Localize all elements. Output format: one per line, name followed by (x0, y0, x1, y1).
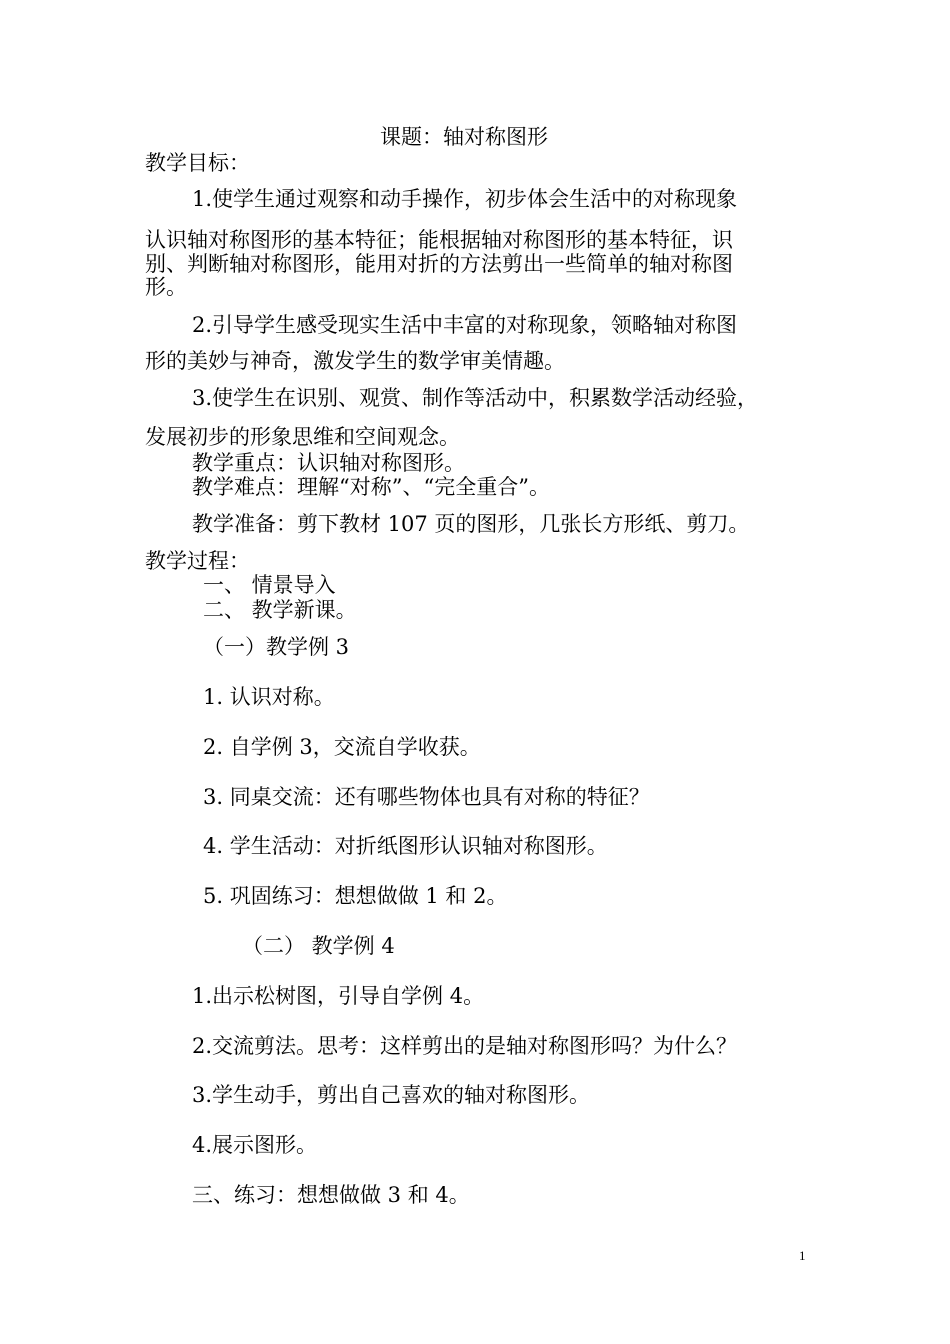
part-1-item: 2. 自学例 3，交流自学收获。 (203, 735, 481, 759)
part-2-item: 3.学生动手，剪出自己喜欢的轴对称图形。 (192, 1083, 591, 1107)
part-2-item: 2.交流剪法。思考：这样剪出的是轴对称图形吗？为什么？ (192, 1034, 738, 1058)
objective-1-line-3: 别、判断轴对称图形，能用对折的方法剪出一些简单的轴对称图 (145, 252, 733, 276)
objective-1-line-1: 1.使学生通过观察和动手操作，初步体会生活中的对称现象 (192, 187, 738, 211)
objective-2-line-2: 形的美妙与神奇，激发学生的数学审美情趣。 (145, 349, 565, 373)
preparation: 教学准备：剪下教材 107 页的图形，几张长方形纸、剪刀。 (192, 512, 750, 536)
section-3: 三、练习：想想做做 3 和 4。 (192, 1183, 470, 1207)
section-2: 二、 教学新课。 (203, 598, 357, 622)
objective-1-line-4: 形。 (145, 275, 187, 299)
part-1-item: 1. 认识对称。 (203, 685, 335, 709)
part-1-heading: （一）教学例 3 (203, 635, 350, 659)
objective-3-line-2: 发展初步的形象思维和空间观念。 (145, 425, 460, 449)
part-2-item: 1.出示松树图，引导自学例 4。 (192, 984, 485, 1008)
part-1-item: 5. 巩固练习：想想做做 1 和 2。 (203, 884, 508, 908)
key-point: 教学重点：认识轴对称图形。 (192, 451, 465, 475)
objective-1-line-2: 认识轴对称图形的基本特征；能根据轴对称图形的基本特征，识 (145, 228, 733, 252)
part-1-item: 4. 学生活动：对折纸图形认识轴对称图形。 (203, 834, 608, 858)
objective-2-line-1: 2.引导学生感受现实生活中丰富的对称现象，领略轴对称图 (192, 313, 738, 337)
objectives-heading: 教学目标： (145, 151, 250, 175)
difficulty: 教学难点：理解“对称”、“完全重合”。 (192, 475, 550, 499)
process-heading: 教学过程： (145, 549, 250, 573)
part-1-item: 3. 同桌交流：还有哪些物体也具有对称的特征？ (203, 785, 650, 809)
section-1: 一、 情景导入 (203, 573, 336, 597)
page-title: 课题：轴对称图形 (380, 125, 548, 149)
objective-3-line-1: 3.使学生在识别、观赏、制作等活动中，积累数学活动经验， (192, 386, 759, 410)
part-2-item: 4.展示图形。 (192, 1133, 318, 1157)
page-number: 1 (799, 1248, 806, 1263)
part-2-heading: （二） 教学例 4 (242, 934, 395, 958)
